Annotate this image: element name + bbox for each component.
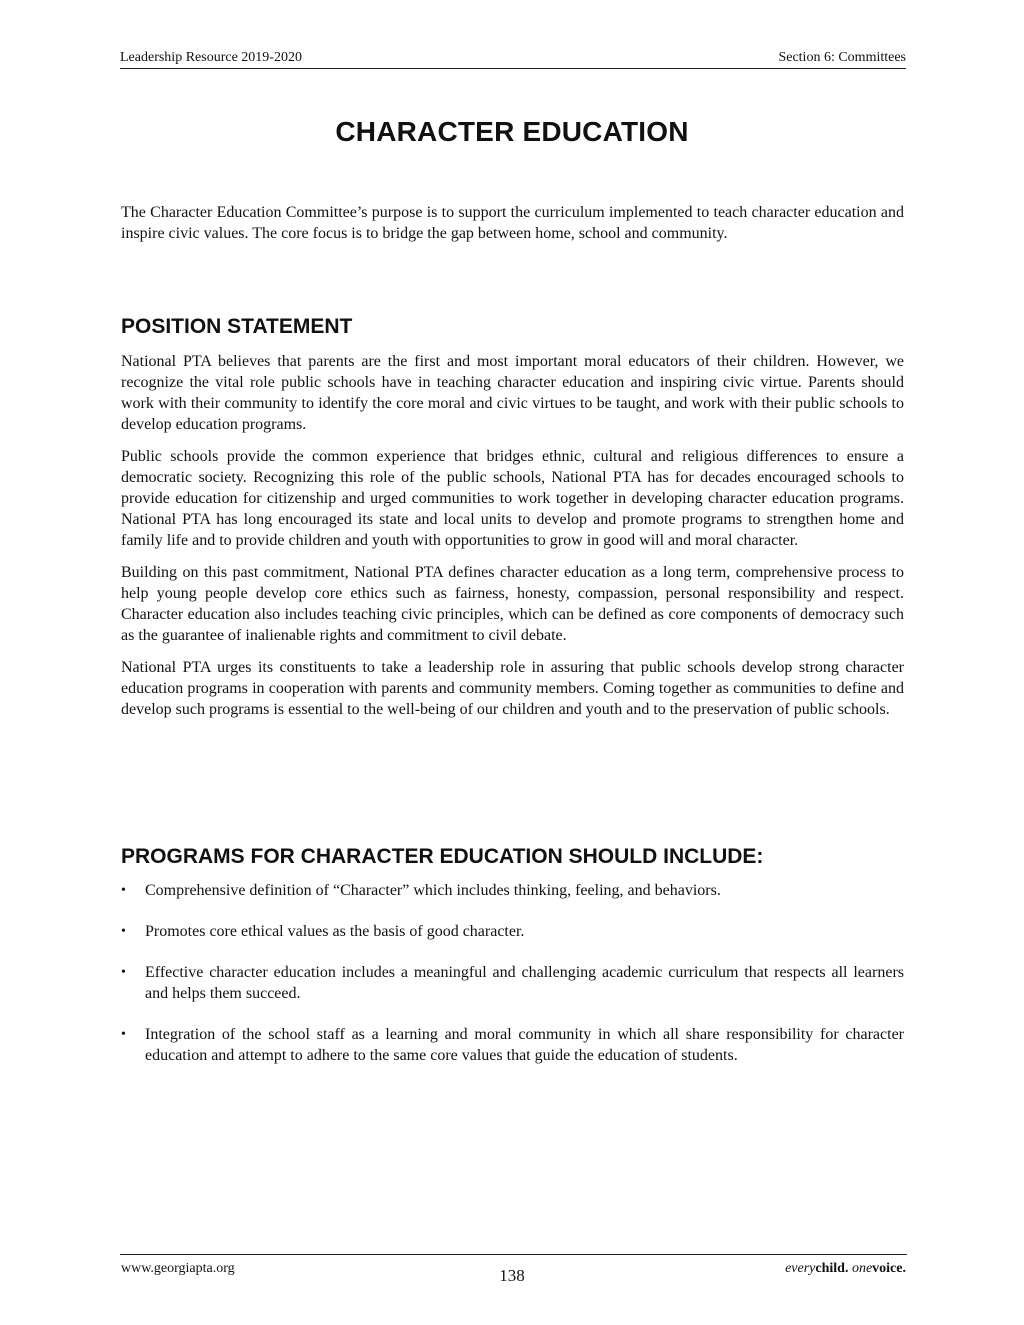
- list-item-text: Effective character education includes a meaningful and challenging academic curriculum that respects all learners and helps them succeed.: [145, 964, 904, 1002]
- header-right-text: Section 6: Committees: [778, 50, 906, 65]
- position-paragraph: National PTA urges its constituents to take a leadership role in assuring that public schools develop strong character education programs in cooperation with parents and community members. Coming together as communities to define and develop such programs is essential to the well-being of our children and youth and to the preservation of public schools.: [121, 659, 904, 718]
- position-paragraph: Public schools provide the common experience that bridges ethnic, cultural and religious differences to ensure a democratic society. Recognizing this role of the public schools, National PTA has for decades encouraged schools to provide education for citizenship and urged communities to work together in developing character education programs. National PTA has long encouraged its state and local units to develop and promote programs to strengthen home and family life and to provide children and youth with opportunities to grow in good will and moral character.: [121, 448, 904, 549]
- bullet-icon: •: [121, 965, 126, 980]
- tagline-one: one: [851, 1261, 873, 1276]
- programs-list: [121, 880, 904, 1086]
- footer-divider: [120, 1254, 907, 1255]
- tagline-child: child.: [815, 1261, 849, 1276]
- bullet-icon: •: [121, 924, 126, 939]
- list-item: [121, 1024, 904, 1066]
- position-statement-body: [121, 351, 904, 720]
- position-paragraph: National PTA believes that parents are the first and most important moral educators of their children. However, we recognize the vital role public schools have in teaching character education and inspiring civic virtue. Parents should work with their community to identify the core moral and civic virtues to be taught, and work with their public schools to develop education programs.: [121, 353, 904, 433]
- page-title: CHARACTER EDUCATION: [335, 116, 689, 147]
- list-item-text: Comprehensive definition of “Character” which includes thinking, feeling, and behaviors.: [145, 882, 721, 899]
- programs-heading: PROGRAMS FOR CHARACTER EDUCATION SHOULD INCLUDE:: [121, 845, 764, 868]
- footer-website: www.georgiapta.org: [121, 1261, 235, 1276]
- footer-tagline: [785, 1261, 906, 1277]
- intro-paragraph: The Character Education Committee’s purpose is to support the curriculum implemented to teach character education and inspire civic values. The core focus is to bridge the gap between home, school and community.: [121, 204, 904, 242]
- position-paragraph: Building on this past commitment, National PTA defines character education as a long term, comprehensive process to help young people develop core ethics such as fairness, honesty, compassion, personal responsibility and respect. Character education also includes teaching civic principles, which can be defined as core components of democracy such as the guarantee of inalienable rights and commitment to civil debate.: [121, 564, 904, 644]
- list-item-text: Promotes core ethical values as the basis of good character.: [145, 923, 525, 940]
- bullet-icon: •: [121, 883, 126, 898]
- header-left-text: Leadership Resource 2019-2020: [120, 50, 302, 65]
- list-item: [121, 880, 904, 901]
- tagline-voice: voice.: [872, 1261, 906, 1276]
- list-item: [121, 921, 904, 942]
- intro-section: [121, 202, 904, 244]
- bullet-icon: •: [121, 1027, 126, 1042]
- tagline-every: every: [785, 1261, 816, 1276]
- list-item: [121, 962, 904, 1004]
- running-header: [120, 50, 906, 69]
- page-number: 138: [499, 1266, 525, 1285]
- position-statement-heading: POSITION STATEMENT: [121, 315, 353, 338]
- list-item-text: Integration of the school staff as a learning and moral community in which all share responsibility for character education and attempt to adhere to the same core values that guide the education of students.: [145, 1026, 904, 1064]
